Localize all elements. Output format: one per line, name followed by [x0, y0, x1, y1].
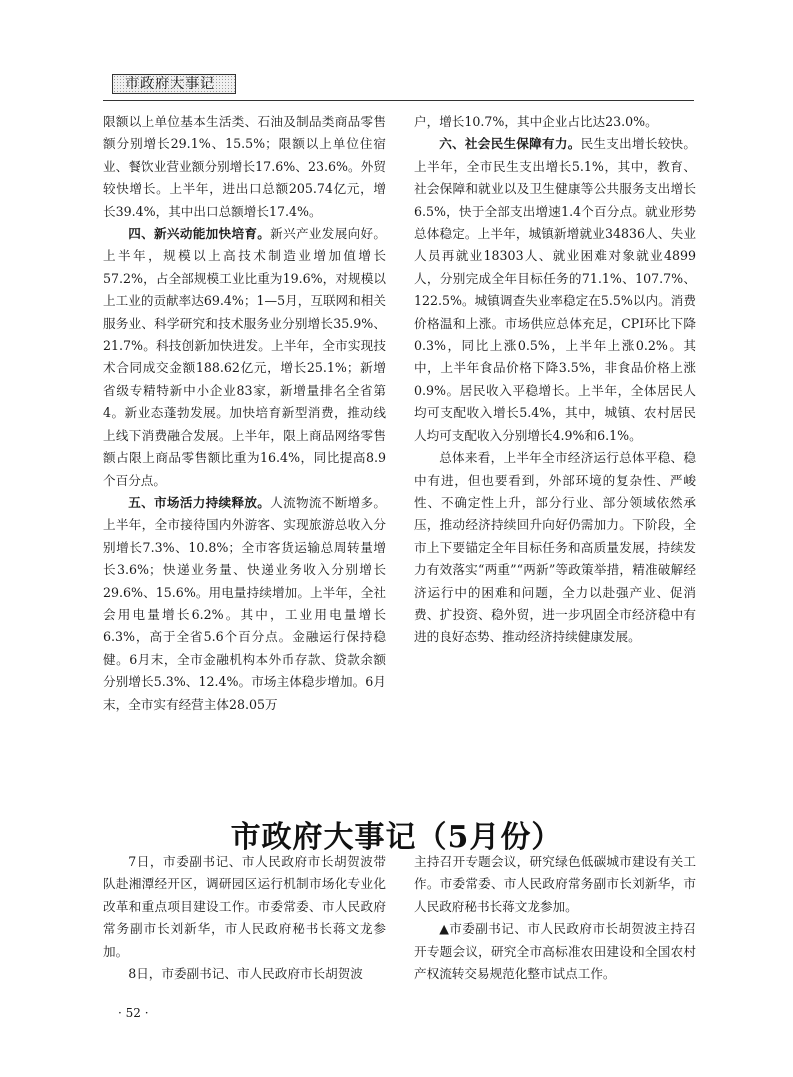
- right-column: [414, 111, 696, 649]
- paragraph: [103, 223, 386, 492]
- paragraph: [103, 492, 386, 716]
- paragraph-body: 新兴产业发展向好。上半年，规模以上高技术制造业增加值增长57.2%，占全部规模工业比重为19.6%，对规模以上工业的贡献率达69.4%；1—5月，互联网和相关服务业、科学研究和技术服务业分别增长35.9%、21.7%。科技创新加快进发。上半年，全市实现技术合同成交金额188.62亿元，增长25.1%；新增省级专精特新中小企业83家，新增量排名全省第4。新业态蓬勃发展。加快培育新型消费，推动线上线下消费融合发展。上半年，限上商品网络零售额占限上商品零售额比重为16.4%，同比提高8.9个百分点。: [103, 226, 386, 488]
- paragraph-heading: 四、新兴动能加快培育。: [128, 226, 271, 242]
- chronicle-left-column: [103, 851, 386, 985]
- paragraph-body: 人流物流不断增多。上半年，全市接待国内外游客、实现旅游总收入分别增长7.3%、10.8%；全市客货运输总周转量增长3.6%；快递业务量、快递业务收入分别增长29.6%、15.6%。用电量持续增加。上半年，全社会用电量增长6.2%。其中，工业用电量增长6.3%，高于全省5.6个百分点。金融运行保持稳健。6月末，全市金融机构本外币存款、贷款余额分别增长5.3%、12.4%。市场主体稳步增加。6月末，全市实有经营主体28.05万: [103, 494, 386, 712]
- paragraph-heading: 五、市场活力持续释放。: [128, 494, 271, 510]
- section-header-tag: 市政府大事记: [112, 74, 236, 94]
- chronicle-right-column: [414, 851, 696, 985]
- page-title: 市政府大事记（5月份）: [230, 820, 563, 855]
- paragraph-body: 民生支出增长较快。上半年，全市民生支出增长5.1%，其中，教育、社会保障和就业以及卫生健康等公共服务支出增长6.5%，快于全部支出增速1.4个百分点。就业形势总体稳定。上半年，城镇新增就业34836人、失业人员再就业18303人、就业困难对象就业4899人，分别完成全年目标任务的71.1%、107.7%、122.5%。城镇调查失业率稳定在5.5%以内。消费价格温和上涨。市场供应总体充足，CPI环比下降0.3%，同比上涨0.5%，上半年上涨0.2%。其中，上半年食品价格下降3.5%，非食品价格上涨0.9%。居民收入平稳增长。上半年，全体居民人均可支配收入增长5.4%，其中，城镇、农村居民人均可支配收入分别增长4.9%和6.1%。: [414, 136, 697, 443]
- paragraph: 限额以上单位基本生活类、石油及制品类商品零售额分别增长29.1%、15.5%；限额以上单位住宿业、餐饮业营业额分别增长17.6%、23.6%。外贸较快增长。上半年，进出口总额205.74亿元，增长39.4%，其中出口总额增长17.4%。: [103, 114, 386, 219]
- chronicle-entry: ▲市委副书记、市人民政府市长胡贺波主持召开专题会议，研究全市高标准农田建设和全国农村产权流转交易规范化整市试点工作。: [414, 921, 696, 982]
- left-column: [103, 111, 386, 716]
- paragraph: [414, 133, 696, 447]
- header-divider: [103, 100, 694, 101]
- paragraph: 户，增长10.7%，其中企业占比达23.0%。: [414, 114, 658, 129]
- paragraph: 总体来看，上半年全市经济运行总体平稳、稳中有进，但也要看到，外部环境的复杂性、严峻性、不确定性上升，部分行业、部分领域依然承压，推动经济持续回升向好仍需加力。下阶段，全市上下要锚定全年目标任务和高质量发展，持续发力有效落实“两重”“两新”等政策举措，精准破解经济运行中的困难和问题，全力以赴强产业、促消费、扩投资、稳外贸，进一步巩固全市经济稳中有进的良好态势、推动经济持续健康发展。: [414, 450, 696, 645]
- chronicle-entry: 8日，市委副书记、市人民政府市长胡贺波: [128, 966, 363, 982]
- paragraph-heading: 六、社会民生保障有力。: [439, 136, 581, 152]
- chronicle-entry: 7日，市委副书记、市人民政府市长胡贺波带队赴湘潭经开区，调研园区运行机制市场化专业化改革和重点项目建设工作。市委常委、市人民政府常务副市长刘新华，市人民政府秘书长蒋文龙参加。: [103, 854, 386, 959]
- chronicle-entry: 主持召开专题会议，研究绿色低碳城市建设有关工作。市委常委、市人民政府常务副市长刘新华，市人民政府秘书长蒋文龙参加。: [414, 854, 696, 914]
- page-number: · 52 ·: [118, 1006, 149, 1020]
